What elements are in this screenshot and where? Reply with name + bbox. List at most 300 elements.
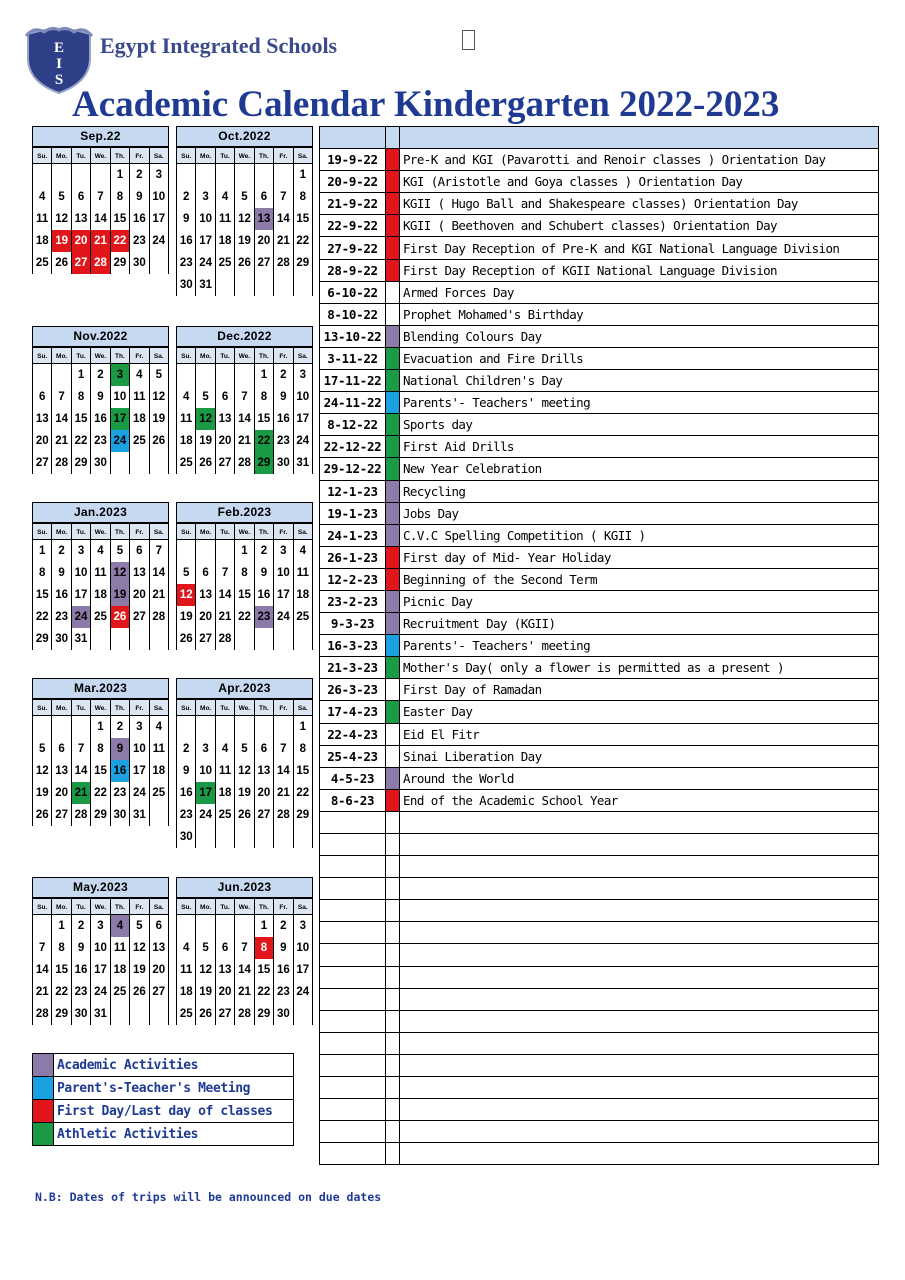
day-cell: 21 <box>91 230 110 252</box>
weekday-header: Sa. <box>150 523 169 540</box>
day-cell: 18 <box>111 959 130 981</box>
weekday-header: Su. <box>33 523 52 540</box>
event-date <box>320 1032 386 1054</box>
day-cell: 18 <box>91 584 110 606</box>
day-cell: 10 <box>294 937 313 959</box>
event-name: Parents'- Teachers' meeting <box>400 635 879 657</box>
day-cell: 26 <box>235 252 254 274</box>
day-cell: 26 <box>150 430 169 452</box>
weekday-header: Su. <box>33 898 52 915</box>
day-cell: 13 <box>72 208 91 230</box>
table-header-row <box>320 127 879 149</box>
day-cell: 8 <box>111 186 130 208</box>
event-name: Sports day <box>400 414 879 436</box>
day-cell: 15 <box>52 959 71 981</box>
month-title: Feb.2023 <box>176 502 313 523</box>
weekday-header: Sa. <box>294 147 313 164</box>
weekday-header: Sa. <box>294 898 313 915</box>
event-color-swatch <box>386 789 400 811</box>
day-cell: 8 <box>91 738 110 760</box>
table-row <box>320 679 879 701</box>
weekday-header: Su. <box>177 898 196 915</box>
day-cell: 22 <box>294 230 313 252</box>
table-row <box>320 1121 879 1143</box>
event-date: 26-1-23 <box>320 546 386 568</box>
day-cell: 24 <box>274 606 293 628</box>
event-date: 8-6-23 <box>320 789 386 811</box>
table-row <box>320 480 879 502</box>
weekday-header: Mo. <box>196 898 215 915</box>
day-cell: 29 <box>294 252 313 274</box>
event-name: First Aid Drills <box>400 436 879 458</box>
event-date <box>320 1121 386 1143</box>
weekday-header: Fr. <box>274 147 293 164</box>
table-row <box>320 988 879 1010</box>
day-cell: 15 <box>255 959 274 981</box>
weekday-header: Mo. <box>196 523 215 540</box>
day-cell: 3 <box>196 186 215 208</box>
day-cell: 6 <box>33 386 52 408</box>
day-cell: 24 <box>196 252 215 274</box>
weekday-header: We. <box>235 523 254 540</box>
empty-day-cell <box>111 628 130 650</box>
weekday-header: Th. <box>255 699 274 716</box>
event-color-swatch <box>386 546 400 568</box>
weekday-header: Mo. <box>52 699 71 716</box>
day-cell: 20 <box>196 606 215 628</box>
day-cell: 1 <box>255 915 274 937</box>
day-cell: 23 <box>255 606 274 628</box>
event-color-swatch <box>386 590 400 612</box>
event-name: First Day Reception of KGII National Language Division <box>400 259 879 281</box>
weekday-header: Mo. <box>196 347 215 364</box>
day-cell: 13 <box>150 937 169 959</box>
event-date: 9-3-23 <box>320 613 386 635</box>
day-cell: 30 <box>274 452 293 474</box>
day-cell: 21 <box>274 230 293 252</box>
month-jun-2023 <box>176 877 313 1025</box>
day-cell: 23 <box>52 606 71 628</box>
day-cell: 25 <box>216 252 235 274</box>
event-color-swatch <box>386 1010 400 1032</box>
day-cell: 16 <box>177 230 196 252</box>
empty-day-cell <box>196 164 215 186</box>
event-name: Mother's Day( only a flower is permitted as a present ) <box>400 657 879 679</box>
month-sep-22 <box>32 126 169 274</box>
event-name: Sinai Liberation Day <box>400 745 879 767</box>
empty-day-cell <box>91 628 110 650</box>
weekday-header: Mo. <box>52 898 71 915</box>
day-cell: 31 <box>196 274 215 296</box>
table-row <box>320 789 879 811</box>
event-date <box>320 878 386 900</box>
event-name: Beginning of the Second Term <box>400 568 879 590</box>
event-name: KGI (Aristotle and Goya classes ) Orientation Day <box>400 171 879 193</box>
weekday-header: Tu. <box>216 699 235 716</box>
day-cell: 9 <box>52 562 71 584</box>
event-color-swatch <box>386 1143 400 1165</box>
empty-day-cell <box>130 452 149 474</box>
table-row <box>320 1077 879 1099</box>
day-cell: 3 <box>111 364 130 386</box>
empty-day-cell <box>274 274 293 296</box>
event-date: 22-4-23 <box>320 723 386 745</box>
empty-day-cell <box>255 274 274 296</box>
day-cell: 10 <box>196 760 215 782</box>
day-cell: 27 <box>255 252 274 274</box>
day-cell: 2 <box>274 364 293 386</box>
day-cell: 24 <box>196 804 215 826</box>
table-row <box>320 1099 879 1121</box>
empty-day-cell <box>216 164 235 186</box>
event-date <box>320 1099 386 1121</box>
weekday-header: Su. <box>33 699 52 716</box>
day-cell: 17 <box>91 959 110 981</box>
day-cell: 15 <box>255 408 274 430</box>
event-date: 12-1-23 <box>320 480 386 502</box>
day-cell: 2 <box>177 186 196 208</box>
weekday-header: Sa. <box>150 699 169 716</box>
day-cell: 2 <box>91 364 110 386</box>
event-color-swatch <box>386 370 400 392</box>
day-cell: 26 <box>196 452 215 474</box>
day-cell: 12 <box>177 584 196 606</box>
month-grid <box>176 147 313 296</box>
table-row <box>320 303 879 325</box>
weekday-header: Tu. <box>72 898 91 915</box>
day-cell: 10 <box>72 562 91 584</box>
empty-day-cell <box>216 540 235 562</box>
month-nov-2022 <box>32 326 169 474</box>
empty-day-cell <box>294 1003 313 1025</box>
day-cell: 5 <box>235 738 254 760</box>
event-color-swatch <box>386 834 400 856</box>
event-name <box>400 1121 879 1143</box>
event-color-swatch <box>386 657 400 679</box>
table-row <box>320 723 879 745</box>
empty-day-cell <box>150 452 169 474</box>
day-cell: 19 <box>130 959 149 981</box>
table-row <box>320 635 879 657</box>
event-name: KGII ( Hugo Ball and Shakespeare classes) Orientation Day <box>400 193 879 215</box>
svg-text:S: S <box>54 72 64 88</box>
month-grid <box>32 898 169 1025</box>
day-cell: 15 <box>235 584 254 606</box>
empty-day-cell <box>196 826 215 848</box>
day-cell: 2 <box>274 915 293 937</box>
day-cell: 21 <box>274 782 293 804</box>
day-cell: 20 <box>33 430 52 452</box>
weekday-header: We. <box>235 898 254 915</box>
day-cell: 3 <box>294 915 313 937</box>
event-name <box>400 1077 879 1099</box>
event-color-swatch <box>386 568 400 590</box>
empty-day-cell <box>130 1003 149 1025</box>
day-cell: 25 <box>33 252 52 274</box>
day-cell: 24 <box>294 430 313 452</box>
weekday-header: Fr. <box>274 699 293 716</box>
day-cell: 29 <box>255 1003 274 1025</box>
svg-text:I: I <box>56 56 62 72</box>
event-date <box>320 811 386 833</box>
empty-day-cell <box>255 716 274 738</box>
day-cell: 3 <box>130 716 149 738</box>
event-date: 8-12-22 <box>320 414 386 436</box>
day-cell: 25 <box>130 430 149 452</box>
table-row <box>320 613 879 635</box>
day-cell: 5 <box>235 186 254 208</box>
event-date: 22-12-22 <box>320 436 386 458</box>
empty-day-cell <box>196 716 215 738</box>
event-color-swatch <box>386 193 400 215</box>
day-cell: 8 <box>294 186 313 208</box>
day-cell: 15 <box>33 584 52 606</box>
weekday-header: Sa. <box>294 347 313 364</box>
day-cell: 11 <box>177 408 196 430</box>
event-date: 17-4-23 <box>320 701 386 723</box>
event-date: 24-1-23 <box>320 524 386 546</box>
day-cell: 19 <box>196 981 215 1003</box>
day-cell: 31 <box>91 1003 110 1025</box>
day-cell: 26 <box>52 252 71 274</box>
day-cell: 6 <box>255 738 274 760</box>
day-cell: 5 <box>196 937 215 959</box>
weekday-header: We. <box>91 147 110 164</box>
day-cell: 2 <box>52 540 71 562</box>
day-cell: 23 <box>274 430 293 452</box>
day-cell: 28 <box>33 1003 52 1025</box>
event-date: 12-2-23 <box>320 568 386 590</box>
legend-label: First Day/Last day of classes <box>54 1100 294 1123</box>
day-cell: 16 <box>177 782 196 804</box>
table-row <box>320 436 879 458</box>
day-cell: 9 <box>72 937 91 959</box>
table-row <box>320 281 879 303</box>
month-grid <box>176 523 313 650</box>
month-title: Jan.2023 <box>32 502 169 523</box>
weekday-header: Fr. <box>130 347 149 364</box>
weekday-header: Th. <box>111 523 130 540</box>
event-color-swatch <box>386 347 400 369</box>
event-name: Picnic Day <box>400 590 879 612</box>
event-name <box>400 922 879 944</box>
event-color-swatch <box>386 900 400 922</box>
day-cell: 23 <box>72 981 91 1003</box>
day-cell: 27 <box>196 628 215 650</box>
day-cell: 18 <box>294 584 313 606</box>
event-name <box>400 856 879 878</box>
event-date: 4-5-23 <box>320 767 386 789</box>
day-cell: 5 <box>130 915 149 937</box>
empty-day-cell <box>177 716 196 738</box>
day-cell: 1 <box>294 716 313 738</box>
day-cell: 5 <box>150 364 169 386</box>
table-row <box>320 347 879 369</box>
weekday-header: Fr. <box>130 898 149 915</box>
empty-day-cell <box>52 716 71 738</box>
day-cell: 12 <box>235 208 254 230</box>
day-cell: 14 <box>235 959 254 981</box>
day-cell: 1 <box>111 164 130 186</box>
weekday-header: Mo. <box>52 147 71 164</box>
day-cell: 22 <box>235 606 254 628</box>
event-name: First Day Reception of Pre-K and KGI National Language Division <box>400 237 879 259</box>
legend-label: Athletic Activities <box>54 1123 294 1146</box>
event-color-swatch <box>386 966 400 988</box>
day-cell: 2 <box>111 716 130 738</box>
day-cell: 16 <box>274 408 293 430</box>
weekday-header: Mo. <box>196 147 215 164</box>
event-name: Parents'- Teachers' meeting <box>400 392 879 414</box>
empty-day-cell <box>150 252 169 274</box>
day-cell: 17 <box>196 230 215 252</box>
day-cell: 22 <box>111 230 130 252</box>
weekday-header: Sa. <box>294 523 313 540</box>
day-cell: 8 <box>235 562 254 584</box>
event-color-swatch <box>386 701 400 723</box>
table-row <box>320 193 879 215</box>
day-cell: 16 <box>91 408 110 430</box>
day-cell: 22 <box>255 981 274 1003</box>
day-cell: 28 <box>150 606 169 628</box>
month-jan-2023 <box>32 502 169 650</box>
day-cell: 17 <box>111 408 130 430</box>
day-cell: 5 <box>196 386 215 408</box>
day-cell: 29 <box>33 628 52 650</box>
empty-day-cell <box>150 628 169 650</box>
empty-day-cell <box>235 164 254 186</box>
day-cell: 14 <box>150 562 169 584</box>
event-name: Jobs Day <box>400 502 879 524</box>
event-color-swatch <box>386 458 400 480</box>
day-cell: 20 <box>52 782 71 804</box>
day-cell: 3 <box>150 164 169 186</box>
weekday-header: Fr. <box>130 523 149 540</box>
table-row <box>320 370 879 392</box>
day-cell: 13 <box>255 208 274 230</box>
weekday-header: Sa. <box>150 347 169 364</box>
weekday-header: Su. <box>177 699 196 716</box>
day-cell: 23 <box>111 782 130 804</box>
event-date: 19-1-23 <box>320 502 386 524</box>
event-color-swatch <box>386 414 400 436</box>
empty-day-cell <box>274 826 293 848</box>
empty-day-cell <box>235 915 254 937</box>
event-date: 20-9-22 <box>320 171 386 193</box>
weekday-header: Tu. <box>216 523 235 540</box>
day-cell: 9 <box>177 208 196 230</box>
day-cell: 13 <box>130 562 149 584</box>
day-cell: 9 <box>255 562 274 584</box>
weekday-header: Sa. <box>150 898 169 915</box>
event-date: 23-2-23 <box>320 590 386 612</box>
event-date: 21-9-22 <box>320 193 386 215</box>
table-row <box>320 502 879 524</box>
day-cell: 18 <box>130 408 149 430</box>
table-row <box>320 1032 879 1054</box>
empty-day-cell <box>150 804 169 826</box>
month-feb-2023 <box>176 502 313 650</box>
day-cell: 12 <box>33 760 52 782</box>
event-color-swatch <box>386 237 400 259</box>
table-row <box>320 701 879 723</box>
day-cell: 17 <box>72 584 91 606</box>
svg-text:E: E <box>53 40 65 56</box>
day-cell: 1 <box>72 364 91 386</box>
day-cell: 27 <box>255 804 274 826</box>
day-cell: 31 <box>130 804 149 826</box>
day-cell: 24 <box>130 782 149 804</box>
event-date: 28-9-22 <box>320 259 386 281</box>
table-row <box>320 1143 879 1165</box>
event-color-swatch <box>386 922 400 944</box>
day-cell: 22 <box>294 782 313 804</box>
day-cell: 4 <box>294 540 313 562</box>
event-name: Recruitment Day (KGII) <box>400 613 879 635</box>
event-name: First day of Mid- Year Holiday <box>400 546 879 568</box>
day-cell: 4 <box>33 186 52 208</box>
day-cell: 20 <box>255 782 274 804</box>
day-cell: 25 <box>177 1003 196 1025</box>
day-cell: 3 <box>294 364 313 386</box>
month-title: Oct.2022 <box>176 126 313 147</box>
event-color-swatch <box>386 679 400 701</box>
empty-day-cell <box>72 164 91 186</box>
day-cell: 22 <box>255 430 274 452</box>
event-color-swatch <box>386 1077 400 1099</box>
table-row <box>320 149 879 171</box>
event-color-swatch <box>386 1032 400 1054</box>
weekday-header: Sa. <box>150 147 169 164</box>
day-cell: 17 <box>294 959 313 981</box>
table-row <box>320 590 879 612</box>
event-color-swatch <box>386 613 400 635</box>
day-cell: 28 <box>216 628 235 650</box>
legend-label: Parent's-Teacher's Meeting <box>54 1077 294 1100</box>
table-row <box>320 546 879 568</box>
day-cell: 27 <box>33 452 52 474</box>
day-cell: 16 <box>111 760 130 782</box>
event-name <box>400 1054 879 1076</box>
day-cell: 25 <box>216 804 235 826</box>
day-cell: 18 <box>177 981 196 1003</box>
month-may-2023 <box>32 877 169 1025</box>
day-cell: 14 <box>33 959 52 981</box>
day-cell: 6 <box>216 386 235 408</box>
header-cell <box>320 127 386 149</box>
day-cell: 20 <box>72 230 91 252</box>
month-title: Sep.22 <box>32 126 169 147</box>
day-cell: 12 <box>196 959 215 981</box>
day-cell: 10 <box>274 562 293 584</box>
day-cell: 16 <box>52 584 71 606</box>
day-cell: 9 <box>274 386 293 408</box>
legend-item <box>33 1100 294 1123</box>
empty-day-cell <box>216 716 235 738</box>
day-cell: 5 <box>111 540 130 562</box>
day-cell: 25 <box>91 606 110 628</box>
empty-day-cell <box>196 915 215 937</box>
weekday-header: Fr. <box>130 699 149 716</box>
table-row <box>320 237 879 259</box>
empty-day-cell <box>177 915 196 937</box>
day-cell: 22 <box>33 606 52 628</box>
event-name: New Year Celebration <box>400 458 879 480</box>
day-cell: 25 <box>150 782 169 804</box>
weekday-header: Mo. <box>52 347 71 364</box>
day-cell: 1 <box>33 540 52 562</box>
day-cell: 17 <box>150 208 169 230</box>
